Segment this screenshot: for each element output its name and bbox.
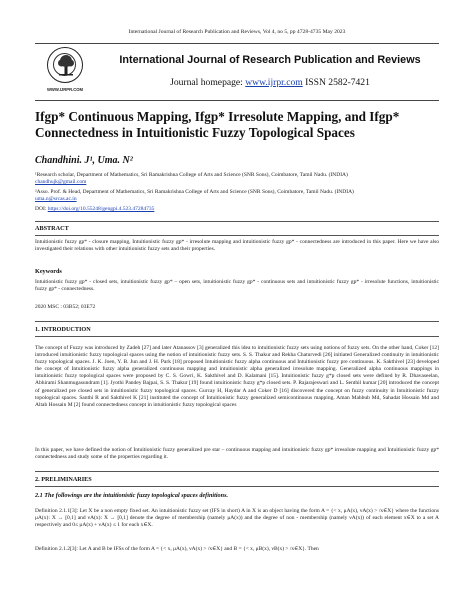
logo-url-text: WWW.IJRPR.COM	[46, 87, 84, 92]
divider-prelim	[35, 471, 439, 472]
affiliation-1-email[interactable]: chandhujk@gmail.com	[35, 179, 87, 185]
paper-title-line-1: Ifgp* Continuous Mapping, Ifgp* Irresolute Mapping, and Ifgp*	[35, 109, 400, 124]
journal-homepage	[105, 77, 435, 88]
logo-tree-icon	[48, 48, 84, 84]
issn: ISSN 2582-7421	[302, 77, 370, 88]
divider-prelim-bottom	[35, 486, 439, 487]
paper-title	[35, 109, 439, 141]
msc-code: 2020 MSC : 03B52; 03E72	[35, 304, 96, 310]
divider-abstract	[35, 235, 439, 236]
intro-paragraph-2: In this paper, we have defined the notion of Intuitionistic fuzzy generalized pre star – continuous mapping and intuitionistic fuzzy gp* irresolute mapping and Intuitionistic fuzzy gp* connectedness and study some of the properties regarding it.	[35, 447, 439, 461]
homepage-link[interactable]: www.ijrpr.com	[245, 77, 303, 88]
keywords-text: Intuitionistic fuzzy gp* - closed sets, intuitionistic fuzzy gp* – open sets, intuitionistic fuzzy gp* - continuous sets and intuitionistic fuzzy gp* - irresolute functions, intuitionistic fuzzy gp* - connectedness.	[35, 279, 439, 293]
divider-intro-bottom	[35, 336, 439, 337]
affiliation-2-email[interactable]: uma.n@srcas.ac.in	[35, 196, 77, 202]
authors: Chandhini. J¹, Uma. N²	[35, 155, 133, 166]
doi-label: DOI:	[35, 206, 48, 212]
journal-logo	[43, 47, 87, 97]
affiliation-1	[35, 172, 439, 186]
logo-ring	[47, 47, 83, 83]
doi-link[interactable]: https://doi.org/10.55248/gengpi.4.523.47284735	[47, 206, 155, 212]
abstract-text: Intuitionistic fuzzy gp* - closure mapping, Intuitionistic fuzzy gp* - irresolute mapping and intuitionistic fuzzy gp* - connectedness are introduced in this paper. Here we have also investigated their relations with other intuitionistic fuzzy sets and their properties.	[35, 239, 439, 253]
running-head: International Journal of Research Publication and Reviews, Vol 4, no 5, pp 4728-4735 May 2023	[128, 29, 346, 35]
affiliation-1-text: ¹Research scholar, Department of Mathematics, Sri Ramakrishna College of Arts and Science (SNR Sons), Coimbatore, Tamil Nadu. (INDIA)	[35, 172, 348, 178]
prelim-heading: 2. PRELIMINARIES	[35, 476, 92, 483]
keywords-heading: Keywords	[35, 268, 62, 275]
intro-heading: 1. INTRODUCTION	[35, 326, 91, 333]
definition-2-1-1: Definition 2.1.1[3]: Let X be a non empty fixed set. An intuitionistic fuzzy set (IFS in short) A in X is an object having the form A = {< x, μA(x), νA(x) > /x∈X} where the functions μA(x): X → [0,1] and νA(x): X → [0,1] denote the degree of membership (namely μA(x)) and the degree of non - membership (namely νA(x)) of each element x∈X to a set A respectively and 0≤ μA(x) + νA(x) ≤ 1 for each x∈X.	[35, 508, 439, 529]
intro-paragraph-1: The concept of Fuzzy was introduced by Zadeh [27] and later Atanassov [3] generalized this idea to intuitionistic fuzzy sets using notions of fuzzy sets. On the other hand, Coker [12] introduced intuitionistic fuzzy topological spaces using the notion of intuitionistic fuzzy sets. S. S. Thakur and Rekha Chaturvedi [26] initiated Generalized continuity in intuitionistic fuzzy topological spaces. J. K. Joen, Y. B. Jun and J. H. Park [18] proposed Intuitionistic fuzzy alpha continuous and Intuitionistic fuzzy pre continuous. K. Sakthivel [23] developed the concept of Intuitionistic fuzzy alpha generalized continuous mapping and intuitionistic alpha generalized irresolute mapping. Generalized alpha continuous mappings in intuitionistic fuzzy topological spaces were proposed by C. S. Gowri, K. Sakthivel and D. Kalamani [15]. Intuitionistic fuzzy g*p closed sets were defined by R. Dhavaseelan, Abhirami Shanmugasundram [1]. Jyothi Pandey Bajpai, S. S. Thakur [19] found intuitionistic fuzzy g*p closed sets. P. Rajarajeswari and L. Senthil kumar [20] introduced the concept of generalized pre closed sets in intuitionistic fuzzy topological spaces. Gurcay H, Haydar A and Coker D [16] discovered the concept on fuzzy continuity in Intuitionistic fuzzy topological spaces. Santhi R and Sakthivel K [21] instituted the concept of Intuitionistic fuzzy generalized semicontinuous mapping. Aman Mahbub Md, Sahadat Hossain Md and Altab Hossain M [2] found connectedness concept in intuitionistic fuzzy topological spaces	[35, 345, 439, 408]
affiliation-2-text: ²Asso. Prof. & Head, Department of Mathematics, Sri Ramakrishna College of Arts and Science (SNR Sons), Coimbatore, Tamil Nadu. (INDIA)	[35, 189, 354, 195]
homepage-label: Journal homepage:	[170, 77, 246, 88]
journal-header	[35, 43, 439, 101]
affiliation-2	[35, 189, 439, 203]
definition-2-1-2: Definition 2.1.2[3]: Let A and B be IFSs of the form A = {< x, μA(x), νA(x) > /x∈X} and B = {< x, μB(x), νB(x) > /x∈X}. Then	[35, 546, 319, 552]
divider-intro	[35, 321, 439, 322]
doi-line	[35, 206, 439, 213]
divider-top	[35, 221, 439, 222]
paper-title-line-2: Connectedness in Intuitionistic Fuzzy Topological Spaces	[35, 125, 355, 140]
prelim-subheading: 2.1 The followings are the intuitionistic fuzzy topological spaces definitions.	[35, 492, 229, 499]
abstract-heading: ABSTRACT	[35, 225, 69, 232]
journal-title: International Journal of Research Publication and Reviews	[119, 54, 421, 66]
